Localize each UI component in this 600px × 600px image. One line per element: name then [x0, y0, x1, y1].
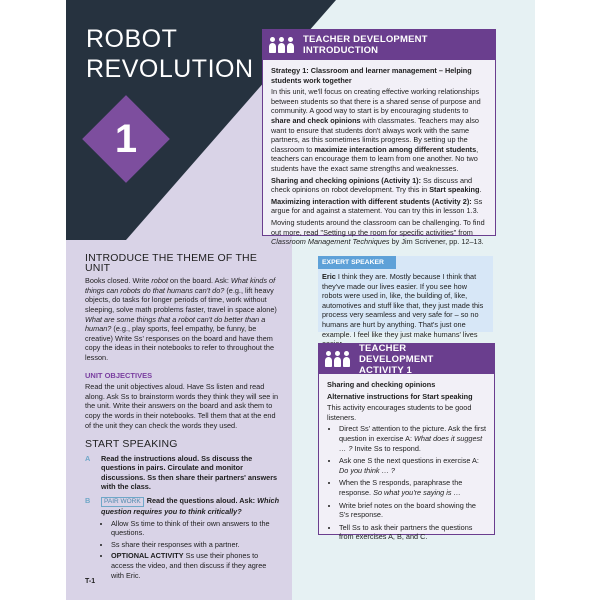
further-reading-paragraph: Moving students around the classroom can be challenging. To find out more, read "Setting up the room for specific activities" from Classroom Management Techniques by Jim Scrivener, pp. 12–13.: [271, 217, 485, 247]
unit-number: 1: [114, 117, 138, 161]
list-item: • Ss share their responses with a partner.: [111, 540, 281, 550]
page-number: T-1: [85, 578, 96, 585]
activity-subheading: Sharing and checking opinions: [327, 380, 436, 389]
list-item: • Write brief notes on the board showing the S's response.: [339, 501, 486, 520]
expert-speaker-quote: Eric I think they are. Mostly because I think that they've made our lives easier. If you see how robots were used in, like, the building of, like, automotives and stuff like that, they just made this process very seamless and very safe for – so no humans are hurt by anything. That's just one example. I feel like they just make humans' lives: [322, 272, 484, 339]
people-icon: [325, 351, 351, 367]
intro-theme-heading: INTRODUCE THE THEME OF THE UNIT: [85, 252, 258, 274]
step-a: [85, 454, 281, 492]
list-item: • Direct Ss' attention to the picture. Ask the first question in exercise A: What does it suggest … ? Invite Ss to respond.: [339, 424, 486, 453]
step-b-text: PAIR WORK Read the questions aloud. Ask: Which question requires you to think critically?: [101, 496, 280, 517]
teacher-development-intro-box: [262, 29, 496, 247]
activity-subheading: Alternative instructions for Start speaking: [327, 391, 473, 401]
strategy-heading: Strategy 1: Classroom and learner management – Helping students work together: [271, 66, 472, 85]
step-a-letter: A: [85, 453, 91, 463]
intro-theme-text: Books closed. Write robot on the board. Ask: What kinds of things can robots do that humans can't do? (e.g., lift heavy objects, do tasks for longer periods of time, work without sleeping, solve math problems faster, travel in space alone) What are some things that a robot can't do better than a human? (e.g., play sports, feel empathy, be funny, be creative) Write Ss' responses on the board and have them copy the ideas in their notebooks to refer to throughout the lesson.: [85, 276, 277, 362]
people-icon: [269, 37, 295, 53]
activity-2-paragraph: Maximizing interaction with different students (Activity 2): Ss argue for and against a statement. You can try this in lesson 1.3.: [271, 196, 483, 216]
unit-objectives-text: Read the unit objectives aloud. Have Ss listen and read along. Ask Ss to brainstorm words they think they will see in the unit. Write their answers on the board and ask them to copy the words in their notebooks. Tell them that at the end of the unit they can check the words they used.: [85, 382, 279, 430]
intro-paragraph: In this unit, we'll focus on creating effective working relationships between students so that there is a shared sense of purpose and community. A good way to start is by encouraging students to share and check opinions with classmates. Teachers may also want to ensure that students don't always work with the same partners, as this sometimes limits progress. By setting up the classroom to maximize interaction among different students, teachers can encourage them to learn from one another. No two students have the exact same strengths and weaknesses.: [271, 87, 481, 173]
expert-speaker-box: [318, 256, 493, 339]
activity-bullets: [327, 424, 486, 542]
teacher-development-intro-body: [263, 60, 495, 255]
unit-title: ROBOT REVOLUTION: [86, 25, 254, 83]
pair-work-badge: PAIR WORK: [101, 497, 144, 507]
teacher-development-activity-box: [318, 342, 495, 542]
start-speaking-heading: START SPEAKING: [85, 438, 178, 451]
list-item: • Allow Ss time to think of their own answers to the questions.: [111, 519, 281, 538]
teacher-development-activity-body: [319, 374, 494, 551]
unit-objectives-heading: UNIT OBJECTIVES: [85, 370, 153, 380]
list-item: • OPTIONAL ACTIVITY Ss use their phones to access the video, and then discuss if they agree with Eric.: [111, 551, 281, 580]
list-item: • When the S responds, paraphrase the response. So what you're saying is …: [339, 478, 486, 497]
step-a-text: Read the instructions aloud. Ss discuss the questions in pairs. Circulate and monitor discussions. Ss then share their partners' answers with the class.: [101, 453, 278, 492]
step-b-bullets: [85, 519, 281, 581]
left-column: [85, 254, 281, 582]
list-item: • Tell Ss to ask their partners the questions from exercises A, B, and C.: [339, 523, 486, 542]
teacher-development-intro-header: TEACHER DEVELOPMENT INTRODUCTION: [263, 30, 495, 60]
step-b-letter: B: [85, 496, 91, 506]
list-item: • Ask one S the next questions in exercise A: Do you think … ?: [339, 456, 486, 475]
expert-speaker-label: EXPERT SPEAKER: [318, 256, 396, 269]
teacher-development-activity-header: TEACHER DEVELOPMENT ACTIVITY 1: [319, 344, 494, 374]
activity-intro: This activity encourages students to be good listeners.: [327, 403, 472, 422]
step-b: [85, 496, 281, 517]
activity-1-paragraph: Sharing and checking opinions (Activity 1): Ss discuss and check opinions on robot development. Try this in Start speaking.: [271, 175, 482, 195]
